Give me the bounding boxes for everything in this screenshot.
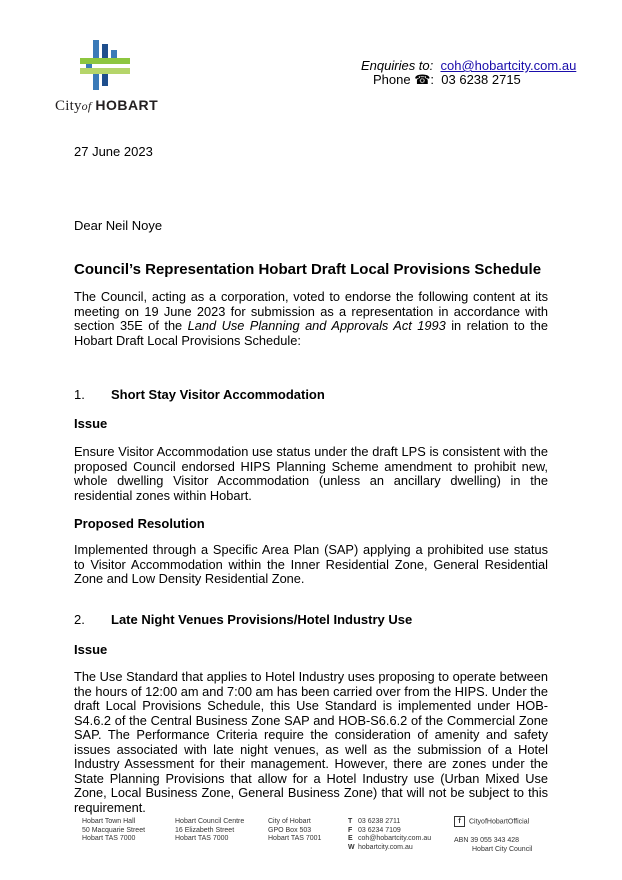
footer-contact: T 03 6238 2711 F 03 6234 7109 E coh@hobartcity.com.au W hobartcity.com.au xyxy=(348,818,432,852)
act-name: Land Use Planning and Approvals Act 1993 xyxy=(187,318,446,333)
footer-facebook xyxy=(454,816,529,827)
section-1-title: Short Stay Visitor Accommodation xyxy=(111,387,325,402)
enquiries-label: Enquiries to: xyxy=(361,58,434,73)
phone-label: Phone xyxy=(373,72,411,87)
footer-postal: City of Hobart GPO Box 503 Hobart TAS 7001 xyxy=(268,818,322,843)
city-of-hobart-logo-icon xyxy=(80,40,130,90)
intro-paragraph: The Council, acting as a corporation, voted to endorse the following content at its meeting on 19 June 2023 for submission as a representation in accordance with section 35E of the Land Use Planning and Approvals Act 1993 in relation to the Hobart Draft Local Provisions Schedule: xyxy=(74,289,548,348)
letter-date: 27 June 2023 xyxy=(74,144,153,159)
section-1-resolution-text: Implemented through a Specific Area Plan (SAP) applying a prohibited use status to Visitor Accommodation within the Inner Residential Zone, General Residential Zone and Low Density Residential Zone. xyxy=(74,542,548,586)
section-2-number: 2. xyxy=(74,612,85,627)
section-2-issue-text: The Use Standard that applies to Hotel Industry uses proposing to operate between the hours of 12:00 am and 7:00 am has been carried over from the HIPS. Under the draft Local Provisions Schedule, this Use Standard is implemented under HOB-S4.6.2 of the Central Business Zone SAP and HOB-S6.6.2 of the Commercial Zone SAP. The Performance Criteria require the consideration of amenity and safety issues associated with late night venues, as well as the submission of a Hotel Industry Assessment for their management. However, there are zones under the State Planning Provisions that allow for a Hotel Industry use (Urban Mixed Use Zone, Local Business Zone, General Business Zone) that will not be subject to this requirement. xyxy=(74,669,548,815)
facebook-icon: f xyxy=(454,816,465,827)
footer-council-centre: Hobart Council Centre 16 Elizabeth Street Hobart TAS 7000 xyxy=(175,818,245,843)
section-1-issue-heading: Issue xyxy=(74,416,108,431)
section-2-title: Late Night Venues Provisions/Hotel Industry Use xyxy=(111,612,413,627)
email-link[interactable]: coh@hobartcity.com.au xyxy=(440,58,577,73)
section-2-issue-heading: Issue xyxy=(74,642,108,657)
footer-website-link[interactable]: hobartcity.com.au xyxy=(358,844,413,852)
footer-town-hall: Hobart Town Hall 50 Macquarie Street Hobart TAS 7000 xyxy=(82,818,146,843)
section-1-resolution-heading: Proposed Resolution xyxy=(74,516,205,531)
phone-line: Phone ☎: 03 6238 2715 xyxy=(373,72,521,87)
footer-email-link[interactable]: coh@hobartcity.com.au xyxy=(358,835,432,843)
section-1-issue-text: Ensure Visitor Accommodation use status under the draft LPS is consistent with the proposed Council endorsed HIPS Planning Scheme amendment to prohibit new, whole dwelling Visitor Accommodation (unless an ancillary dwelling) in the residential zones within Hobart. xyxy=(74,444,548,503)
footer-abn: ABN 39 055 343 428 Hobart City Council xyxy=(454,837,533,853)
letter-title: Council’s Representation Hobart Draft Local Provisions Schedule xyxy=(74,261,542,278)
phone-value: 03 6238 2715 xyxy=(441,72,521,87)
telephone-icon: ☎ xyxy=(414,72,431,87)
enquiries-line xyxy=(361,58,576,73)
salutation: Dear Neil Noye xyxy=(74,218,163,233)
facebook-handle[interactable]: CityofHobartOfficial xyxy=(469,818,530,826)
section-1-number: 1. xyxy=(74,387,85,402)
logo-wordmark: Cityof HOBART xyxy=(55,97,159,114)
